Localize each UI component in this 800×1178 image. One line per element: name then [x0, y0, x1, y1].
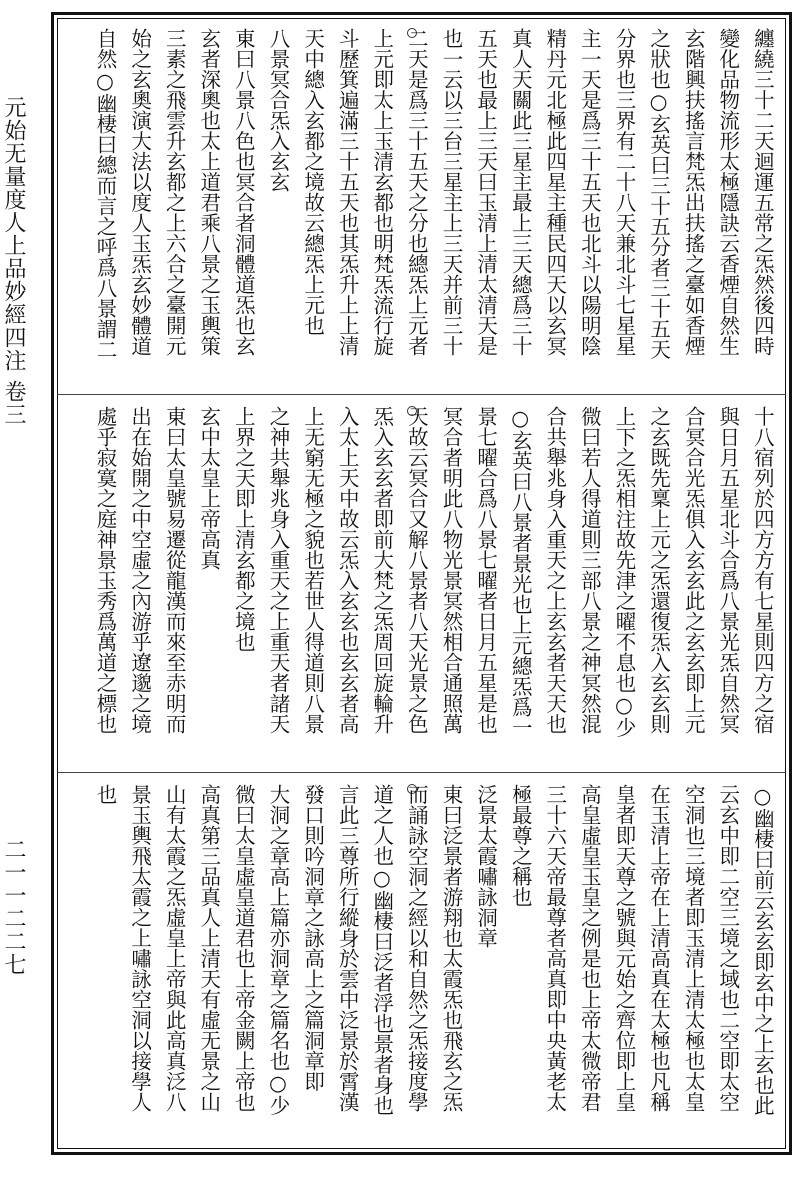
text-column: 也: [93, 784, 117, 805]
text-column: 發口則吟洞章之詠高上之篇洞章即: [300, 784, 325, 1092]
text-column: 八景冥合炁入玄玄: [266, 28, 290, 192]
text-column: 微曰太皇虛皇道君也上帝金闕上帝也: [231, 784, 256, 1112]
text-column: 合共舉兆身入重天之上玄玄者天天也: [542, 406, 567, 734]
text-column: 主一天是爲三十五天也北斗以陽明陰: [577, 28, 602, 356]
text-column: 玄者深奧也太上道君乘八景之玉輿策: [196, 28, 221, 356]
text-column: 高真第三品真人上清天有虛无景之山: [196, 784, 221, 1112]
text-column: 精丹元北極此四星主種民四天以玄冥: [542, 28, 567, 356]
text-column: 言此三尊所行縱身於雲中泛景於霄漢: [335, 784, 360, 1112]
text-column: 始之玄奧演大法以度人玉炁玄妙體道: [127, 28, 152, 356]
register-3: [0, 776, 800, 1148]
text-column: 處乎寂寞之庭神景玉秀爲萬道之標也: [93, 406, 117, 734]
text-column: 斗歷箕遍滿三十五天也其炁升上上清: [335, 28, 360, 356]
text-column: 上下之炁相注故先津之曜不息也○少: [612, 406, 636, 738]
text-column: 五天也最上三天曰玉清上清太清天是: [473, 28, 498, 356]
text-column: 入太上天中故云炁入玄玄也玄玄者高: [335, 406, 360, 734]
text-column: 泛景太霞嘯詠洞章: [473, 784, 498, 948]
text-column: 上界之天即上清玄都之境也: [231, 406, 256, 652]
text-column: 冥合者明此八物光景冥然相合通照萬: [439, 406, 463, 734]
text-column: ○玄英曰八景者景光也上元總炁爲一: [508, 406, 533, 738]
text-column: 東曰泛景者游翔也太霞炁也飛玄之炁: [439, 784, 463, 1112]
text-column: 極最尊之稱也: [508, 784, 533, 907]
text-column: 道之人也○幽棲曰泛者浮也景者身也: [369, 784, 394, 1116]
text-column: 空洞也三境者即玉清上清太極也太皇: [681, 784, 706, 1112]
text-column: 玄中太皇上帝高真: [196, 406, 221, 570]
text-column: ○幽棲曰前云玄玄即玄中之上玄也此: [750, 784, 775, 1116]
register-2: [0, 398, 800, 770]
text-column: 三十六天帝最尊者高真即中央黃老太: [542, 784, 567, 1112]
text-column: 上元即太上玉清玄都也明梵炁流行旋: [369, 28, 394, 356]
register-divider: [57, 772, 786, 773]
text-column: 微曰若人得道則三部八景之神冥然混: [577, 406, 602, 734]
text-column: 景玉輿飛太霞之上嘯詠空洞以接學人: [127, 784, 152, 1112]
side-title: 元始无量度人上品妙經四注 卷三: [1, 96, 26, 426]
text-column: 真人天關此三星主最上三天總爲三十: [508, 28, 533, 356]
text-column: 三素之飛雲升玄都之上六合之臺開元: [162, 28, 187, 356]
text-column: 山有太霞之炁虛皇上帝與此高真泛八: [162, 784, 187, 1112]
text-column: 高皇虛皇玉皇之例是也上帝太微帝君: [577, 784, 602, 1112]
text-column: 變化品物流形太極隱訣云香煙自然生: [715, 28, 740, 356]
text-column: 在玉清上帝在上清高真在太極也凡稱: [646, 784, 671, 1112]
text-column: 玄階興扶搖言梵炁出扶搖之臺如香煙: [681, 28, 706, 356]
text-column: 分界也三界有二十八天兼北斗七星星: [612, 28, 636, 356]
text-column: 景七曜合爲八景七曜者日月五星是也: [473, 406, 498, 734]
register-divider: [57, 394, 786, 395]
text-column: 天中總入玄都之境故云總炁上元也: [300, 28, 325, 336]
text-column: 云玄中即二空三境之域也二空即太空: [715, 784, 740, 1112]
text-column: 也一云以三台三星主上三天并前三十: [439, 28, 463, 356]
text-column: 天故云冥合又解八景者八天光景之色: [404, 406, 429, 734]
text-column: 上无窮无極之貌也若世人得道則八景: [300, 406, 325, 734]
side-page-number: 二一一二二七: [1, 838, 26, 976]
text-column: 二天是爲三十五天之分也總炁上元者: [404, 28, 429, 356]
text-column: 東曰八景八色也冥合者洞體道炁也玄: [231, 28, 256, 356]
text-column: 之玄既先稟上元之炁還復炁入玄玄則: [646, 406, 671, 734]
text-column: 大洞之章高上篇亦洞章之篇名也○少: [266, 784, 290, 1116]
text-column: 炁入玄玄者即前大梵之炁周回旋輪升: [369, 406, 394, 734]
text-column: 而誦詠空洞之經以和自然之炁接度學: [404, 784, 429, 1112]
register-1: [0, 20, 800, 392]
text-column: 自然○幽棲曰總而言之呼爲八景謂二: [93, 28, 117, 360]
text-column: 東曰太皇號易遷從龍漢而來至赤明而: [162, 406, 187, 734]
text-column: 之狀也○玄英曰三十五分者三十五天: [646, 28, 671, 360]
text-column: 纏繞三十二天迴運五常之炁然後四時: [750, 28, 775, 356]
text-column: 出在始開之中空虛之內游乎遼邈之境: [127, 406, 152, 734]
text-column: 之神共舉兆身入重天之上重天者諸天: [266, 406, 290, 734]
text-column: 與日月五星北斗合爲八景光炁自然冥: [715, 406, 740, 734]
text-column: 皇者即天尊之號與元始之齊位即上皇: [612, 784, 636, 1112]
text-column: 十八宿列於四方方有七星則四方之宿: [750, 406, 775, 734]
text-column: 合冥合光炁俱入玄玄此之玄玄即上元: [681, 406, 706, 734]
